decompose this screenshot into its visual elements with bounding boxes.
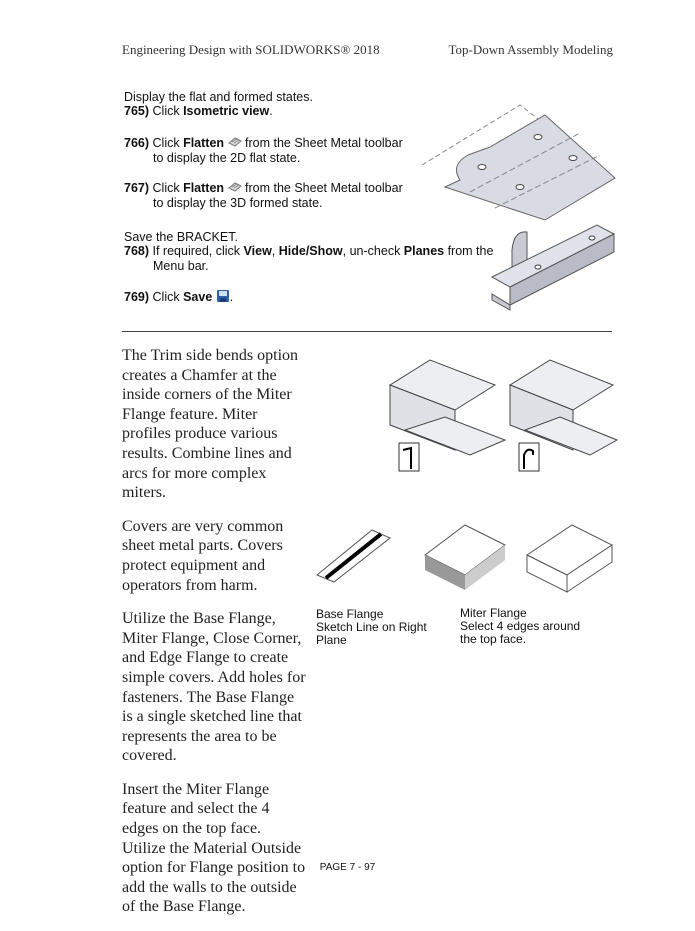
- text: If required, click: [152, 244, 244, 258]
- flatten-label: Flatten: [183, 136, 225, 150]
- step-save-intro: Save the BRACKET.: [124, 230, 238, 244]
- step-768: [124, 244, 493, 273]
- step-769: [124, 289, 233, 307]
- step-765: [124, 104, 273, 119]
- text: from the: [444, 244, 494, 258]
- step-number: 766): [124, 136, 150, 150]
- save-label: Save: [183, 290, 213, 305]
- flat-state-image: [420, 95, 620, 220]
- planes-label: Planes: [403, 244, 445, 258]
- paragraph-trim-side-bends: The Trim side bends option creates a Chamfer at the inside corners of the Miter Flange feature. Miter profiles produce various results. Combine lines and arcs for more complex miters.: [122, 347, 299, 502]
- base-flange-sketch-image: [312, 520, 392, 590]
- caption-text: Select 4 edges around: [460, 619, 581, 633]
- step-number: 768): [124, 244, 150, 258]
- hide-show-label: Hide/Show: [278, 244, 343, 258]
- view-menu-label: View: [243, 244, 272, 258]
- text: Click: [152, 136, 184, 150]
- text: from the Sheet Metal toolbar: [241, 181, 403, 195]
- caption-title: Base Flange: [316, 607, 384, 621]
- base-flange-image: [420, 520, 510, 595]
- body-text: [122, 346, 307, 931]
- caption-title: Miter Flange: [460, 606, 527, 620]
- formed-state-image: [482, 222, 617, 312]
- header-right: Top-Down Assembly Modeling: [448, 42, 613, 57]
- flatten-icon: [228, 136, 242, 151]
- step-intro: Display the flat and formed states.: [124, 90, 313, 104]
- miter-trim-images: [385, 355, 620, 475]
- text: ,: [271, 244, 279, 258]
- text: to display the 3D formed state.: [153, 195, 323, 210]
- step-767: [124, 181, 403, 210]
- text: from the Sheet Metal toolbar: [241, 136, 403, 150]
- page-number: PAGE 7 - 97: [319, 862, 376, 873]
- step-number: 769): [124, 290, 150, 305]
- text: Click: [152, 104, 184, 118]
- paragraph-covers: Covers are very common sheet metal parts. Covers protect equipment and operators from harm.: [122, 517, 284, 594]
- caption-miter-flange: [460, 607, 580, 646]
- text: .: [269, 104, 273, 118]
- text: , un-check: [342, 244, 404, 258]
- text: Click: [152, 181, 184, 195]
- caption-text: the top face.: [460, 632, 527, 646]
- isometric-view-label: Isometric view: [183, 104, 270, 118]
- section-divider: [122, 331, 612, 332]
- paragraph-base-flange: Utilize the Base Flange, Miter Flange, Close Corner, and Edge Flange to create simple covers. Add holes for fasteners. The Base Flange is a single sketched line that represents the area to be covered.: [122, 610, 306, 765]
- header-left: Engineering Design with SOLIDWORKS® 2018: [122, 42, 380, 57]
- caption-text: Plane: [316, 633, 347, 647]
- text: .: [229, 290, 234, 305]
- step-number: 767): [124, 181, 150, 195]
- caption-base-flange: [316, 608, 427, 647]
- save-icon: [216, 289, 230, 307]
- miter-flange-image: [522, 520, 617, 595]
- flatten-icon: [228, 181, 242, 196]
- text: Menu bar.: [153, 258, 209, 273]
- step-number: 765): [124, 104, 150, 118]
- paragraph-miter-flange: Insert the Miter Flange feature and select the 4 edges on the top face. Utilize the Material Outside option for Flange position to add the walls to the outside of the Base Flange.: [122, 780, 306, 916]
- caption-text: Sketch Line on Right: [316, 620, 427, 634]
- text: Click: [152, 290, 184, 305]
- flatten-label: Flatten: [183, 181, 225, 195]
- text: to display the 2D flat state.: [153, 150, 301, 165]
- step-766: [124, 136, 403, 165]
